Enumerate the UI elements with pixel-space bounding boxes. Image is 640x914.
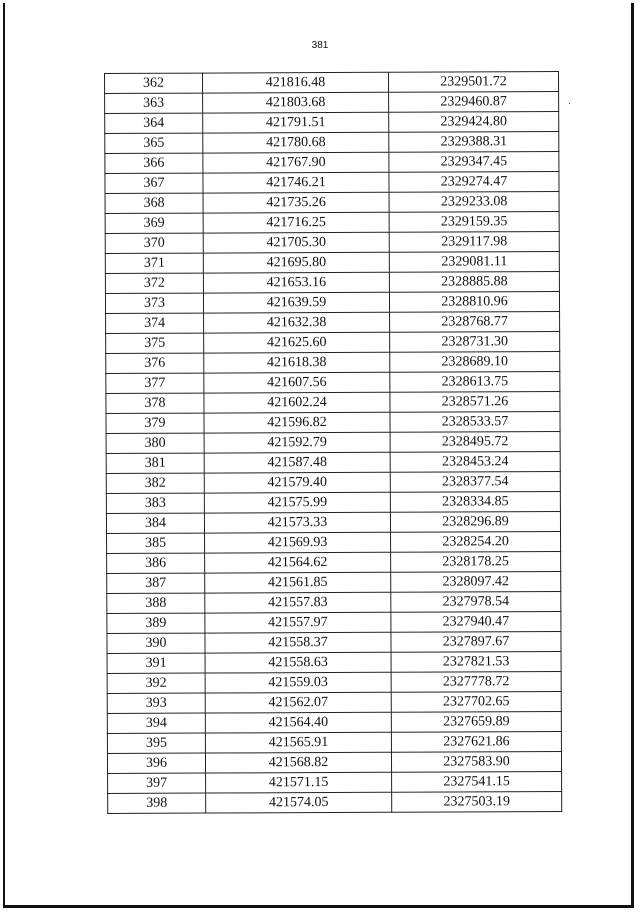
- y-coordinate-cell: 2329460.87: [389, 92, 559, 113]
- x-coordinate-cell: 421571.15: [206, 772, 392, 793]
- point-number-cell: 363: [105, 93, 203, 113]
- table-row: [105, 112, 559, 134]
- table-row: [107, 732, 561, 754]
- coordinate-table: [104, 71, 562, 814]
- point-number-cell: 391: [107, 653, 205, 673]
- x-coordinate-cell: 421564.40: [205, 712, 391, 733]
- point-number-cell: 389: [107, 613, 205, 633]
- point-number-cell: 394: [107, 713, 205, 733]
- x-coordinate-cell: 421746.21: [203, 172, 389, 193]
- x-coordinate-cell: 421735.26: [203, 192, 389, 213]
- x-coordinate-cell: 421803.68: [203, 92, 389, 113]
- x-coordinate-cell: 421587.48: [204, 452, 390, 473]
- x-coordinate-cell: 421568.82: [205, 752, 391, 773]
- x-coordinate-cell: 421780.68: [203, 132, 389, 153]
- table-row: [107, 532, 561, 554]
- x-coordinate-cell: 421791.51: [203, 112, 389, 133]
- y-coordinate-cell: 2327978.54: [391, 592, 561, 613]
- y-coordinate-cell: 2327583.90: [391, 752, 561, 773]
- x-coordinate-cell: 421602.24: [204, 392, 390, 413]
- page-number: 381: [311, 40, 329, 51]
- table-row: [107, 592, 561, 614]
- y-coordinate-cell: 2327821.53: [391, 652, 561, 673]
- table-row: [106, 492, 560, 514]
- y-coordinate-cell: 2327897.67: [391, 632, 561, 653]
- table-row: [105, 72, 559, 94]
- y-coordinate-cell: 2327659.89: [391, 712, 561, 733]
- point-number-cell: 386: [107, 553, 205, 573]
- point-number-cell: 371: [105, 253, 203, 273]
- point-number-cell: 377: [106, 373, 204, 393]
- table-row: [107, 712, 561, 734]
- table-row: [105, 172, 559, 194]
- x-coordinate-cell: 421607.56: [204, 372, 390, 393]
- table-row: [108, 772, 562, 794]
- point-number-cell: 395: [107, 733, 205, 753]
- x-coordinate-cell: 421592.79: [204, 432, 390, 453]
- y-coordinate-cell: 2328453.24: [390, 452, 560, 473]
- table-row: [106, 372, 560, 394]
- point-number-cell: 376: [106, 353, 204, 373]
- point-number-cell: 368: [105, 193, 203, 213]
- x-coordinate-cell: 421565.91: [205, 732, 391, 753]
- point-number-cell: 379: [106, 413, 204, 433]
- point-number-cell: 365: [105, 133, 203, 153]
- y-coordinate-cell: 2328731.30: [390, 332, 560, 353]
- y-coordinate-cell: 2327940.47: [391, 612, 561, 633]
- table-row: [106, 412, 560, 434]
- y-coordinate-cell: 2329233.08: [389, 192, 559, 213]
- point-number-cell: 370: [105, 233, 203, 253]
- table-row: [105, 252, 559, 274]
- table-row: [106, 452, 560, 474]
- x-coordinate-cell: 421618.38: [204, 352, 390, 373]
- table-row: [106, 512, 560, 534]
- x-coordinate-cell: 421653.16: [203, 272, 389, 293]
- table-row: [105, 152, 559, 174]
- x-coordinate-cell: 421558.63: [205, 652, 391, 673]
- x-coordinate-cell: 421557.83: [205, 592, 391, 613]
- x-coordinate-cell: 421716.25: [203, 212, 389, 233]
- x-coordinate-cell: 421574.05: [206, 792, 392, 813]
- y-coordinate-cell: 2328885.88: [389, 272, 559, 293]
- x-coordinate-cell: 421557.97: [205, 612, 391, 633]
- x-coordinate-cell: 421569.93: [205, 532, 391, 553]
- table-row: [105, 192, 559, 214]
- y-coordinate-cell: 2328533.57: [390, 412, 560, 433]
- point-number-cell: 393: [107, 693, 205, 713]
- y-coordinate-cell: 2328254.20: [391, 532, 561, 553]
- table-row: [105, 292, 559, 314]
- y-coordinate-cell: 2327541.15: [392, 772, 562, 793]
- x-coordinate-cell: 421695.80: [203, 252, 389, 273]
- table-row: [106, 472, 560, 494]
- point-number-cell: 378: [106, 393, 204, 413]
- y-coordinate-cell: 2329347.45: [389, 152, 559, 173]
- point-number-cell: 392: [107, 673, 205, 693]
- point-number-cell: 398: [108, 793, 206, 813]
- point-number-cell: 380: [106, 433, 204, 453]
- table-row: [105, 212, 559, 234]
- point-number-cell: 397: [108, 773, 206, 793]
- table-row: [107, 612, 561, 634]
- y-coordinate-cell: 2328178.25: [391, 552, 561, 573]
- y-coordinate-cell: 2329081.11: [389, 252, 559, 273]
- x-coordinate-cell: 421579.40: [204, 472, 390, 493]
- y-coordinate-cell: 2327702.65: [391, 692, 561, 713]
- y-coordinate-cell: 2329501.72: [388, 72, 558, 93]
- x-coordinate-cell: 421816.48: [203, 72, 389, 93]
- y-coordinate-cell: 2328689.10: [390, 352, 560, 373]
- table-row: [105, 272, 559, 294]
- point-number-cell: 367: [105, 173, 203, 193]
- table-row: [106, 352, 560, 374]
- y-coordinate-cell: 2329424.80: [389, 112, 559, 133]
- y-coordinate-cell: 2327778.72: [391, 672, 561, 693]
- y-coordinate-cell: 2328810.96: [389, 292, 559, 313]
- point-number-cell: 390: [107, 633, 205, 653]
- point-number-cell: 384: [106, 513, 204, 533]
- x-coordinate-cell: 421705.30: [203, 232, 389, 253]
- point-number-cell: 366: [105, 153, 203, 173]
- x-coordinate-cell: 421625.60: [204, 332, 390, 353]
- table-row: [107, 692, 561, 714]
- x-coordinate-cell: 421596.82: [204, 412, 390, 433]
- x-coordinate-cell: 421573.33: [204, 512, 390, 533]
- y-coordinate-cell: 2329274.47: [389, 172, 559, 193]
- point-number-cell: 362: [105, 73, 203, 93]
- point-number-cell: 375: [106, 333, 204, 353]
- table-row: [106, 332, 560, 354]
- y-coordinate-cell: 2328495.72: [390, 432, 560, 453]
- point-number-cell: 381: [106, 453, 204, 473]
- point-number-cell: 385: [107, 533, 205, 553]
- y-coordinate-cell: 2328334.85: [390, 492, 560, 513]
- x-coordinate-cell: 421767.90: [203, 152, 389, 173]
- coordinate-table-body: [105, 72, 562, 814]
- y-coordinate-cell: 2328377.54: [390, 472, 560, 493]
- point-number-cell: 369: [105, 213, 203, 233]
- x-coordinate-cell: 421639.59: [203, 292, 389, 313]
- table-row: [106, 392, 560, 414]
- table-row: [105, 132, 559, 154]
- table-row: [107, 652, 561, 674]
- table-row: [107, 572, 561, 594]
- y-coordinate-cell: 2328296.89: [390, 512, 560, 533]
- table-row: [107, 552, 561, 574]
- point-number-cell: 396: [107, 753, 205, 773]
- x-coordinate-cell: 421558.37: [205, 632, 391, 653]
- x-coordinate-cell: 421632.38: [204, 312, 390, 333]
- y-coordinate-cell: 2329159.35: [389, 212, 559, 233]
- y-coordinate-cell: 2327621.86: [391, 732, 561, 753]
- x-coordinate-cell: 421561.85: [205, 572, 391, 593]
- point-number-cell: 388: [107, 593, 205, 613]
- x-coordinate-cell: 421559.03: [205, 672, 391, 693]
- y-coordinate-cell: 2328097.42: [391, 572, 561, 593]
- x-coordinate-cell: 421564.62: [205, 552, 391, 573]
- y-coordinate-cell: 2329117.98: [389, 232, 559, 253]
- point-number-cell: 387: [107, 573, 205, 593]
- table-row: [106, 432, 560, 454]
- table-row: [107, 672, 561, 694]
- y-coordinate-cell: 2328613.75: [390, 372, 560, 393]
- table-row: [107, 752, 561, 774]
- x-coordinate-cell: 421575.99: [204, 492, 390, 513]
- point-number-cell: 373: [105, 293, 203, 313]
- table-row: [106, 312, 560, 334]
- point-number-cell: 372: [105, 273, 203, 293]
- y-coordinate-cell: 2328571.26: [390, 392, 560, 413]
- table-row: [108, 792, 562, 814]
- point-number-cell: 382: [106, 473, 204, 493]
- table-row: [107, 632, 561, 654]
- scan-speck: [569, 103, 570, 104]
- y-coordinate-cell: 2327503.19: [392, 792, 562, 813]
- table-row: [105, 92, 559, 114]
- y-coordinate-cell: 2329388.31: [389, 132, 559, 153]
- table-row: [105, 232, 559, 254]
- point-number-cell: 374: [106, 313, 204, 333]
- point-number-cell: 364: [105, 113, 203, 133]
- x-coordinate-cell: 421562.07: [205, 692, 391, 713]
- y-coordinate-cell: 2328768.77: [390, 312, 560, 333]
- point-number-cell: 383: [106, 493, 204, 513]
